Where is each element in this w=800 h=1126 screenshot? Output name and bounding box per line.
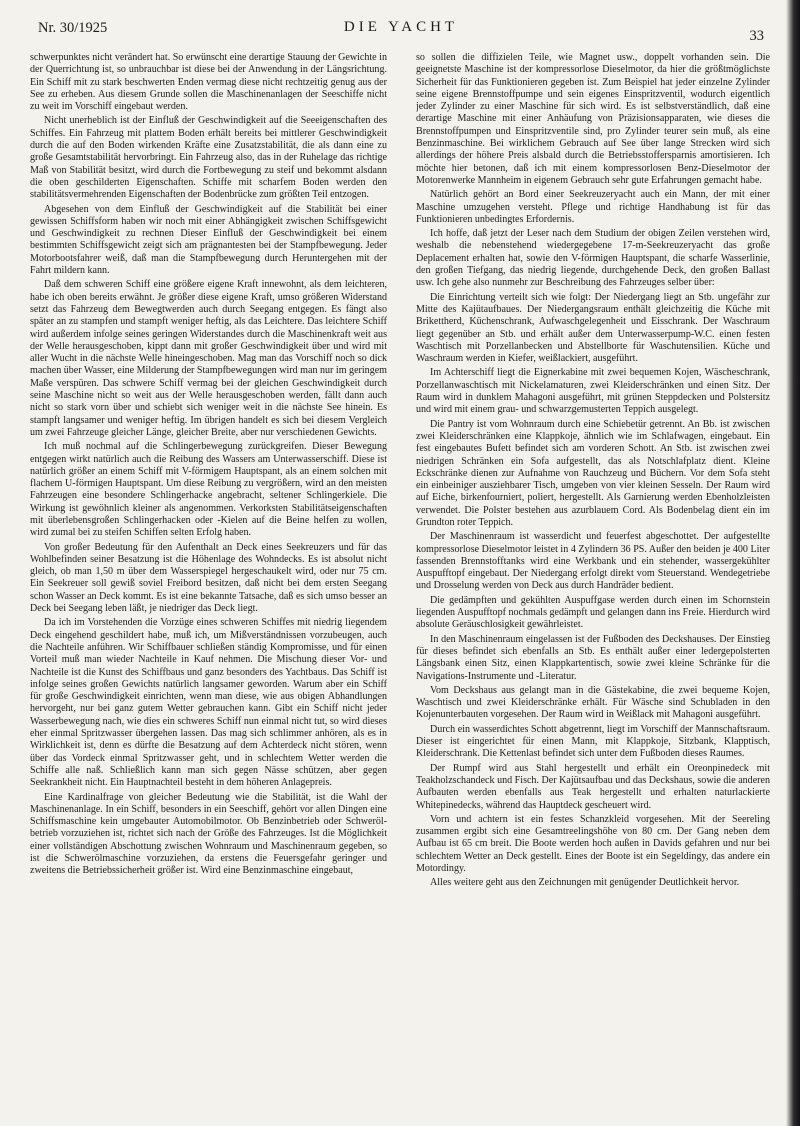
paragraph: Natürlich gehört an Bord einer Seekreuzeryacht auch ein Mann, der mit einer Maschine umzugehen versteht. Pflege und richtige Handhabung ist für das Funktionieren unbedingtes Erfordernis.: [416, 189, 770, 225]
paragraph: Eine Kardinalfrage von gleicher Bedeutung wie die Stabilität, ist die Wahl der Maschinenanlage. In ein Schiff, besonders in ein Seeschiff, gehört vor allen Dingen eine Schiffsmaschine kein umgebauter Automobilmotor. Ob Benzinbetrieb oder Schweröl-betrieb vorzuziehen ist, richtet sich nach der Größe des Fahrzeuges. Ist die Möglichkeit einer vollständigen Abschottung zwischen Wohnraum und Maschinenraum gegeben, so ist die Schwerölmaschine vorzuziehen, da erstens die Feuersgefahr geringer und zweitens die Betriebssicherheit größer ist. Wird eine Benzinmaschine eingebaut,: [30, 791, 387, 877]
paragraph: Der Rumpf wird aus Stahl hergestellt und erhält ein Oreonpinedeck mit Teakholzschandeck und Fisch. Der Kajütsaufbau und das Deckshaus, sowie die anderen Aufbauten werden ebenfalls aus Teak hergestellt und erhalten naturlackierte Whitepinedecks, während das Hauptdeck gescheuert wird.: [416, 762, 770, 811]
paragraph: schwerpunktes nicht verändert hat. So erwünscht eine derartige Stauung der Gewichte in der Querrichtung ist, so unbrauchbar ist diese bei der Anwendung in der Längsrichtung. Ein Schiff mit zu stark beschwerten Enden vermag diese nicht rechtzeitig genug aus der See zu erheben. Aus diesem Grunde sollen die Maschinenanlagen der Seeschiffe nicht zu weit im Vorschiff eingebaut werden.: [30, 52, 387, 113]
paragraph: In den Maschinenraum eingelassen ist der Fußboden des Deckshauses. Der Einstieg für dieses befindet sich ebenfalls an Stb. Es enthält außer einer ledergepolsterten Längsbank einen Sitz, einen Klappkartentisch, sowie zwei kleine Schränke für die Navigations-Instrumente und -Literatur.: [416, 633, 770, 682]
paragraph: Von großer Bedeutung für den Aufenthalt an Deck eines Seekreuzers und für das Wohlbefinden seiner Besatzung ist die Höhenlage des Wohndecks. Es ist absolut nicht gleich, ob man 1,50 m über dem Wasserspiegel hergeschaukelt wird, oder nur 75 cm. Ein Seekreuer soll gewiß soviel Freibord besitzen, daß nicht bei dem ersten Seegang schon Wasser an Deck kommt. Es ist eine bekannte Tatsache, daß es sich umso besser an Deck bei Seegang leben läßt, je niedriger das Deck liegt.: [30, 541, 387, 615]
paragraph: Durch ein wasserdichtes Schott abgetrennt, liegt im Vorschiff der Mannschaftsraum. Dieser ist eingerichtet für einen Mann, mit Klappkoje, Sitzbank, Klapptisch, Kleiderschrank. Die Kettenlast befindet sich unter dem Fußboden dieses Raumes.: [416, 723, 770, 760]
magazine-title: DIE YACHT: [343, 19, 459, 35]
paragraph: Da ich im Vorstehenden die Vorzüge eines schweren Schiffes mit niedrig liegendem Deck eingehend geschildert habe, muß ich, um Mißverständnissen vorzubeugen, auch die Nachteile anführen. Wir Schiffbauer schließen ständig Kompromisse, und für einen Vorteil muß man wieder Nachteile in Kauf nehmen. Die Mischung dieser Vor- und Nachteile ist die Kunst des Schiffbaus und ganz besonders des Yachtbaus. Das Schiff ist infolge seines großen Gewichts natürlich langsamer geworden. Warum aber ein Schiff für große Geschwindigkeit einrichten, wenn man diese, wie aus obigen Abhandlungen hervorgeht, nur bei ganz gutem Wetter gebrauchen kann. Gibt ein Schiff nicht jeder Wasserbewegung nach, wie dies ein schweres Schiff nun einmal nicht tut, so wird dieses eher einmal Spritzwasser übergehen lassen. Das mag sich schlimmer anhören, als es in Wirklichkeit ist, denn es dürfte die Besatzung auf dem Achterdeck nicht stören, wenn über das Vordeck einmal Spritzwasser geht, und in schlechtem Wetter werden die Schiffe alle naß. Schließlich kann man sich gegen Nässe schützen, aber gegen Seekrankheit nicht. Ein Hauptnachteil besteht in dem höheren Anlagepreis.: [30, 617, 387, 789]
paragraph: Vom Deckshaus aus gelangt man in die Gästekabine, die zwei bequeme Kojen, Waschtisch und zwei Kleiderschränke erhält. Für Wäsche sind Schubladen in den Kojenunterbauten vorgesehen. Der Raum wird in Weißlack mit Mahagoni ausgeführt.: [416, 684, 770, 721]
paragraph: Die Pantry ist vom Wohnraum durch eine Schiebetür getrennt. An Bb. ist zwischen zwei Kleiderschränken eine Klappkoje, ähnlich wie im Schlafwagen, eingebaut. Ein fest eingebautes Bufett befindet sich am vorderen Schott. An Stb. ist zwischen zwei niedrigen Schränken ein Sofa aufgestellt, das als Notschlafplatz dient. Kleine Eckschränke dienen zur Aufnahme von Rauchzeug und Büchern. Vor dem Sofa steht ein einbeiniger ausziehbarer Tisch, umgeben von vier kleinen Sesseln. Der Raum wird auf Eiche, birkenfourniert, poliert, hergestellt. Als Garnierung werden Ebenholzleisten verwendet. Die Polster bestehen aus azurblauem Cord. Als Bodenbelag dient ein im Grundton roter Teppich.: [416, 418, 770, 528]
paragraph: Ich hoffe, daß jetzt der Leser nach dem Studium der obigen Zeilen verstehen wird, weshalb die nebenstehend wiedergegebene 17-m-Seekreuzeryacht das große Deplacement erhalten hat, sowie den V-förmigen Hauptspant, die scharfe Wasserlinie, den großen Tiefgang, das niedrig liegende, durchgehende Deck, den großen Ballast usw. Ich gehe also nunmehr zur Beschreibung des Fahrzeuges selber über:: [416, 228, 770, 289]
right-text-column: [416, 52, 770, 1112]
paragraph: Alles weitere geht aus den Zeichnungen mit genügender Deutlichkeit hervor.: [430, 877, 740, 889]
paragraph: Vorn und achtern ist ein festes Schanzkleid vorgesehen. Mit der Seereling zusammen ergibt sich eine Gesamtreelingshöhe von 80 cm. Der Gang neben dem Aufbau ist 65 cm breit. Die Boote werden hoch außen in Davids gefahren und nur bei schlechtem Wetter an Deck gestellt. Eines der Boote ist ein Segeldingy, das andere ein Motordingy.: [416, 813, 770, 874]
paragraph: Die Einrichtung verteilt sich wie folgt: Der Niedergang liegt an Stb. ungefähr zur Mitte des Kajütaufbaues. Der Niedergangsraum enthält gleichzeitig die Küche mit Brikettherd, Küchenschrank, Aufwaschgelegenheit und Eisschrank. Der Waschraum liegt gegenüber an Stb. und erhält außer dem Unterwasserpump-W.C. einen festen Waschtisch mit Porzellanbecken und Abstellborte für Waschutensilien. Küche und Waschraum werden in Kiefer, weißlackiert, ausgeführt.: [416, 291, 770, 365]
paragraph: Abgesehen von dem Einfluß der Geschwindigkeit auf die Stabilität bei einer gewissen Schiffsform haben wir noch mit einer Abhängigkeit zwischen Schiffsgewicht und Geschwindigkeit zu rechnen Dieser Einfluß der Geschwindigkeit bei einem bestimmten Schiffsgewicht zeigt sich am prägnantesten bei der Stampfbewegung. Jeder Motorbootsfahrer weiß, daß man die Stampfbewegung durch Heruntergehen mit der Fahrt mildern kann.: [30, 203, 387, 277]
paragraph: Nicht unerheblich ist der Einfluß der Geschwindigkeit auf die Seeeigenschaften des Schiffes. Ein Fahrzeug mit plattem Boden erhält bereits bei mittlerer Geschwindigkeit durch die auf den Boden wirkenden Kräfte eine Zusatzstabilität, die als dann eine zu große Gesamtstabilität hervorbringt. Ein Fahrzeug also, das in der Ruhelage das richtige Maß von Stabilität besitzt, wird durch die Fortbewegung zu steif und bekommt alsdann die oben geschilderten Eigenschaften. Schiffe mit scharfem Boden werden den stabilitätsvermehrenden Eigenschaften der Bodenbrücke zum größten Teil entzogen.: [30, 115, 387, 201]
paragraph: so sollen die diffizielen Teile, wie Magnet usw., doppelt vorhanden sein. Die geeignetste Maschine ist der kompressorlose Dieselmotor, da hier die größtmöglichste Sicherheit für das Funktionieren gegeben ist. Zum Beispiel hat jeder einzelne Zylinder seine eigene Brennstoffpumpe und sein eigenes Einspritzventil, wodurch eigentlich jeder Zylinder zu einer Maschine für sich wird. Es ist selbstverständlich, daß eine derartige Maschine mit einer Anhäufung von Präzisionsapparaten, wie dieses die Brennstoffpumpen und Einspritzventile sind, pro Zylinder teurer sein muß, als eine Benzinmaschine. Bei wirklichem Gebrauch auf See über lange Strecken wird sich allerdings der höhere Preis alsbald durch die Betriebsstoffersparnis amortisieren. Ich möchte hier betonen, daß ich mit einem kompressorlosen Benz-Dieselmotor der Motorenwerke Mannheim in eigenem Gebrauch sehr gute Erfahrungen gemacht habe.: [416, 52, 770, 186]
paragraph: Der Maschinenraum ist wasserdicht und feuerfest abgeschottet. Der aufgestellte kompressorlose Dieselmotor leistet in 4 Zylindern 36 PS. Außer den beiden je 400 Liter fassenden Brennstofftanks wird eine Werkbank und ein stehender, wassergekühlter Auspufftopf eingebaut. Der Niedergang erfolgt direkt vom Steuerstand. Wendegetriebe und Drosselung werden von Deck aus durch Handräder bedient.: [416, 531, 770, 592]
page-number: 33: [749, 28, 764, 44]
left-text-column: [30, 52, 387, 1112]
paragraph: Daß dem schweren Schiff eine größere eigene Kraft innewohnt, als dem leichteren, habe ich oben bereits erwähnt. Je größer diese eigene Kraft, umso größeren Widerstand setzt das Fahrzeug dem Bewegtwerden auch durch Seegang entgegen. Es fängt also später an zu stampfen und stampft weniger heftig, als das Leichtere. Das leichtere Schiff wird außerdem infolge seines geringen Widerstandes durch die Maschinenkraft weit aus der Welle herausgeschoben, kippt dann mit großer Geschwindigkeit über und wird mit aller Wucht in die nächste Welle hineingeschoben. Mag man das Vorschiff noch so dick machen über Wasser, eine Milderung der Stampfbewegungen wird man nur im geringem Maße verspüren. Das schwere Schiff vermag bei der gleichen Geschwindigkeit durch seine Maschine nicht so weit aus der Welle herausgeschoben werden, fällt dann auch nicht so stark vorn über und schiebt sich weniger weit in die nächste See hinein. Es stampft langsamer und weniger heftig. Im übrigen handelt es sich bei diesem Vergleich um zwei Fahrzeuge gleicher Länge, gleicher Breite, aber nur verschiedenen Gewichts.: [30, 279, 387, 438]
page-header: [38, 20, 764, 46]
page-edge-shadow: [786, 0, 800, 1126]
paragraph: Die gedämpften und gekühlten Auspuffgase werden durch einen im Schornstein liegenden Auspufftopf nochmals gedämpft und gelangen dann ins Freie. Hierdurch wird absolute Geräuschlosigkeit gewährleistet.: [416, 594, 770, 631]
paragraph: Im Achterschiff liegt die Eignerkabine mit zwei bequemen Kojen, Wäscheschrank, Porzellanwaschtisch mit Nickelamaturen, zwei Kleiderschränken und einen Sitz. Der Raum wird in dunklem Mahagoni ausgeführt, mit grünen Steppdecken und Polstersitz und wird mit einem grau- und schwarzgemusterten Teppich ausgelegt.: [416, 367, 770, 416]
paragraph: Ich muß nochmal auf die Schlingerbewegung zurückgreifen. Dieser Bewegung entgegen wirkt natürlich auch die Reibung des Wassers am Unterwasserschiff. Diese ist natürlich größer an einem Schiff mit V-förmigem Hauptspant, als an einem solchen mit flachem U-förmigen Hauptspant. Um diese Reibung zu vergrößern, wird an den meisten Fahrzeugen eine besondere Schlingerhacke angebracht, seltener Schlingerkiele. Die Wirkung ist gewöhnlich kleiner als angenommen. Verkorksten Stabilitätseigenschaften mit überlebensgroßen Schlingerhacken oder -Kielen auf die Beine helfen zu wollen, wird zumal bei zu steifen Schiffen selten Erfolg haben.: [30, 441, 387, 539]
issue-number: Nr. 30/1925: [38, 20, 108, 36]
